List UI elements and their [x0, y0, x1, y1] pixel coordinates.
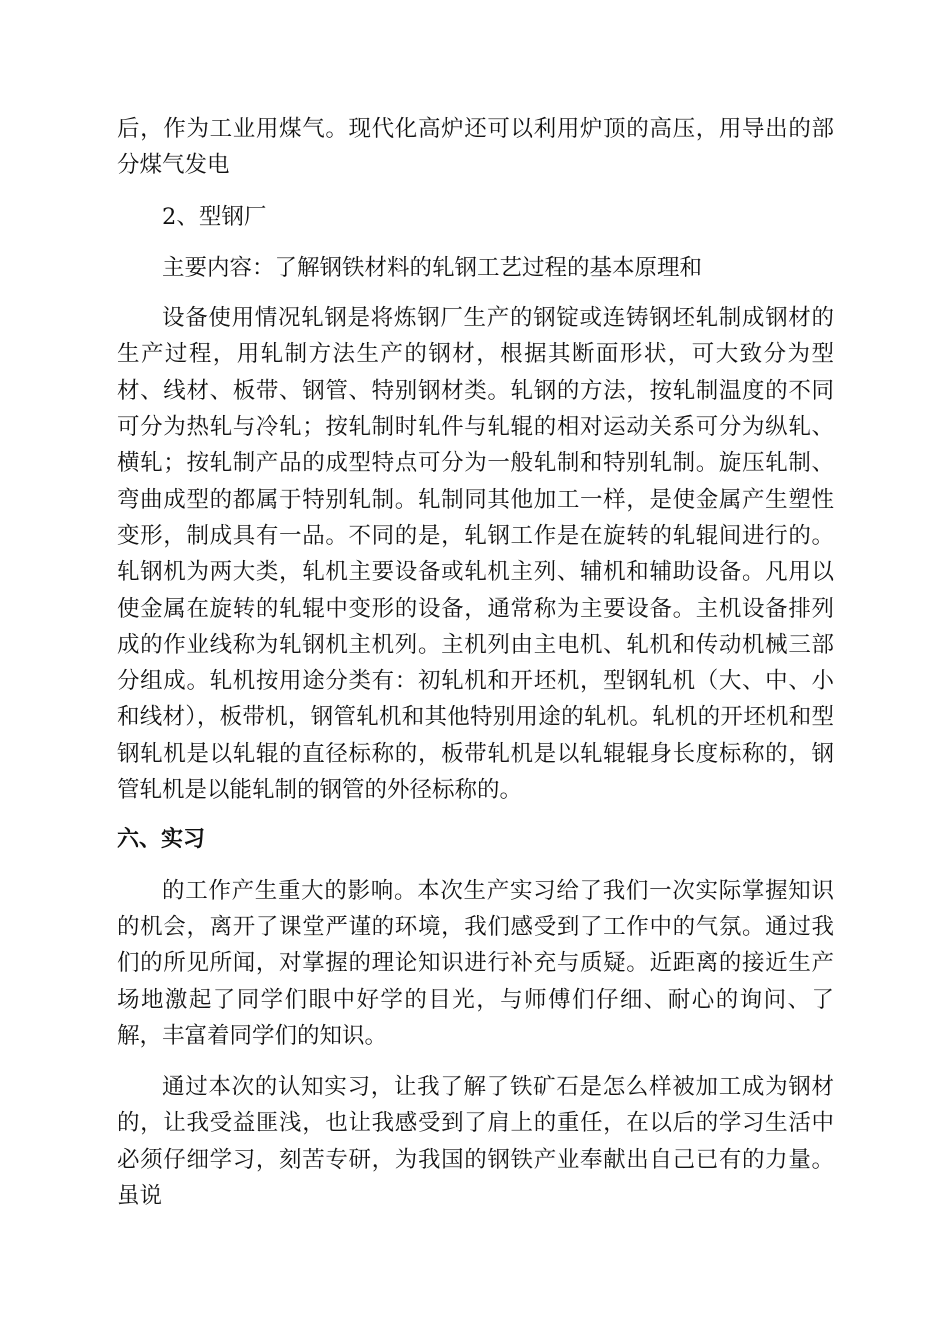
- paragraph-rolling-description: 设备使用情况轧钢是将炼钢厂生产的钢锭或连铸钢坯轧制成钢材的生产过程，用轧制方法生产的钢材，根据其断面形状，可大致分为型材、线材、板带、钢管、特别钢材类。轧钢的方法，按轧制温度的不同可分为热轧与冷轧；按轧制时轧件与轧辊的相对运动关系可分为纵轧、横轧；按轧制产品的成型特点可分为一般轧制和特别轧制。旋压轧制、弯曲成型的都属于特别轧制。轧制同其他加工一样，是使金属产生塑性变形，制成具有一品。不同的是，轧钢工作是在旋转的轧辊间进行的。轧钢机为两大类，轧机主要设备或轧机主列、辅机和辅助设备。凡用以使金属在旋转的轧辊中变形的设备，通常称为主要设备。主机设备排列成的作业线称为轧钢机主机列。主机列由主电机、轧机和传动机械三部分组成。轧机按用途分类有：初轧机和开坯机，型钢轧机（大、中、小和线材），板带机，钢管轧机和其他特别用途的轧机。轧机的开坯机和型钢轧机是以轧辊的直径标称的，板带轧机是以轧辊辊身长度标称的，钢管轧机是以能轧制的钢管的外径标称的。: [117, 305, 834, 804]
- paragraph-internship-reflection: 通过本次的认知实习，让我了解了铁矿石是怎么样被加工成为钢材的，让我受益匪浅，也让我感受到了肩上的重任，在以后的学习生活中必须仔细学习，刻苦专研，为我国的钢铁产业奉献出自己已有的力量。虽说: [117, 1074, 834, 1210]
- paragraph-continuation: 后，作为工业用煤气。现代化高炉还可以利用炉顶的高压，用导出的部分煤气发电: [117, 116, 834, 179]
- paragraph-internship-impact: 的工作产生重大的影响。本次生产实习给了我们一次实际掌握知识的机会，离开了课堂严谨的环境，我们感受到了工作中的气氛。通过我们的所见所闻，对掌握的理论知识进行补充与质疑。近距离的接近生产场地激起了同学们眼中好学的目光，与师傅们仔细、耐心的询问、了解，丰富着同学们的知识。: [117, 877, 834, 1049]
- section-heading-internship: 六、实习: [117, 827, 206, 853]
- section-subheading-steel-plant: 2、型钢厂: [162, 203, 267, 230]
- document-page: [117, 111, 834, 1214]
- paragraph-main-content: 主要内容：了解钢铁材料的轧钢工艺过程的基本原理和: [162, 254, 703, 281]
